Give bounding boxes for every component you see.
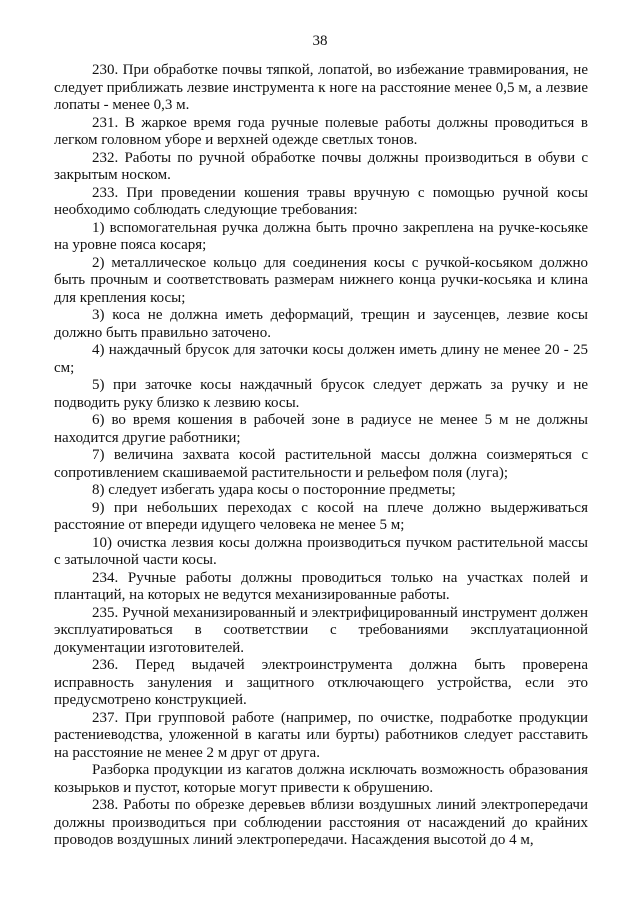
document-body (54, 62, 588, 850)
list-item: 1) вспомогательная ручка должна быть прочно закреплена на ручке-косьяке на уровне пояса косаря; (54, 219, 588, 253)
paragraph: 234. Ручные работы должны проводиться только на участках полей и плантаций, на которых не ведутся механизированные работы. (54, 569, 588, 603)
paragraph: 232. Работы по ручной обработке почвы должны производиться в обуви с закрытым носком. (54, 149, 588, 183)
paragraph: 236. Перед выдачей электроинструмента должна быть проверена исправность зануления и защитного отключающего устройства, если это предусмотрено конструкцией. (54, 657, 588, 708)
paragraph: 230. При обработке почвы тяпкой, лопатой, во избежание травмирования, не следует приближать лезвие инструмента к ноге на расстояние менее 0,5 м, а лезвие лопаты - менее 0,3 м. (54, 62, 588, 113)
list-item: 3) коса не должна иметь деформаций, трещин и заусенцев, лезвие косы должно быть правильно заточено. (54, 307, 588, 341)
paragraph: 233. При проведении кошения травы вручную с помощью ручной косы необходимо соблюдать следующие требования: (54, 184, 588, 218)
paragraph: 231. В жаркое время года ручные полевые работы должны проводиться в легком головном уборе и верхней одежде светлых тонов. (54, 114, 588, 148)
list-item: 8) следует избегать удара косы о посторонние предметы; (92, 482, 456, 498)
paragraph: 238. Работы по обрезке деревьев вблизи воздушных линий электропередачи должны производиться при соблюдении расстояния от насаждений до крайних проводов воздушных линий электропередачи. Насаждения высотой до 4 м, (54, 797, 588, 848)
page-number: 38 (312, 33, 328, 49)
paragraph: Разборка продукции из кагатов должна исключать возможность образования козырьков и пустот, которые могут привести к обрушению. (54, 762, 588, 796)
paragraph: 235. Ручной механизированный и электрифицированный инструмент должен эксплуатироваться в соответствии с требованиями эксплуатационной документации изготовителей. (54, 604, 588, 656)
list-item: 6) во время кошения в рабочей зоне в радиусе не менее 5 м не должны находится другие работники; (54, 412, 588, 446)
list-item: 9) при небольших переходах с косой на плече должно выдерживаться расстояние от впереди идущего человека не менее 5 м; (54, 499, 588, 533)
paragraph: 237. При групповой работе (например, по очистке, подработке продукции растениеводства, уложенной в кагаты или бурты) работников следует расставить на расстояние не менее 2 м друг от друга. (54, 709, 588, 761)
list-item: 5) при заточке косы наждачный брусок следует держать за ручку и не подводить руку близко к лезвию косы. (54, 377, 588, 411)
list-item: 10) очистка лезвия косы должна производиться пучком растительной массы с затылочной части косы. (54, 534, 588, 568)
list-item: 4) наждачный брусок для заточки косы должен иметь длину не менее 20 - 25 см; (54, 342, 588, 376)
list-item: 7) величина захвата косой растительной массы должна соизмеряться с сопротивлением скашиваемой растительности и рельефом поля (луга); (54, 447, 588, 481)
list-item: 2) металлическое кольцо для соединения косы с ручкой-косьяком должно быть прочным и соответствовать размерам нижнего конца ручки-косьяка и клина для крепления косы; (54, 254, 588, 306)
